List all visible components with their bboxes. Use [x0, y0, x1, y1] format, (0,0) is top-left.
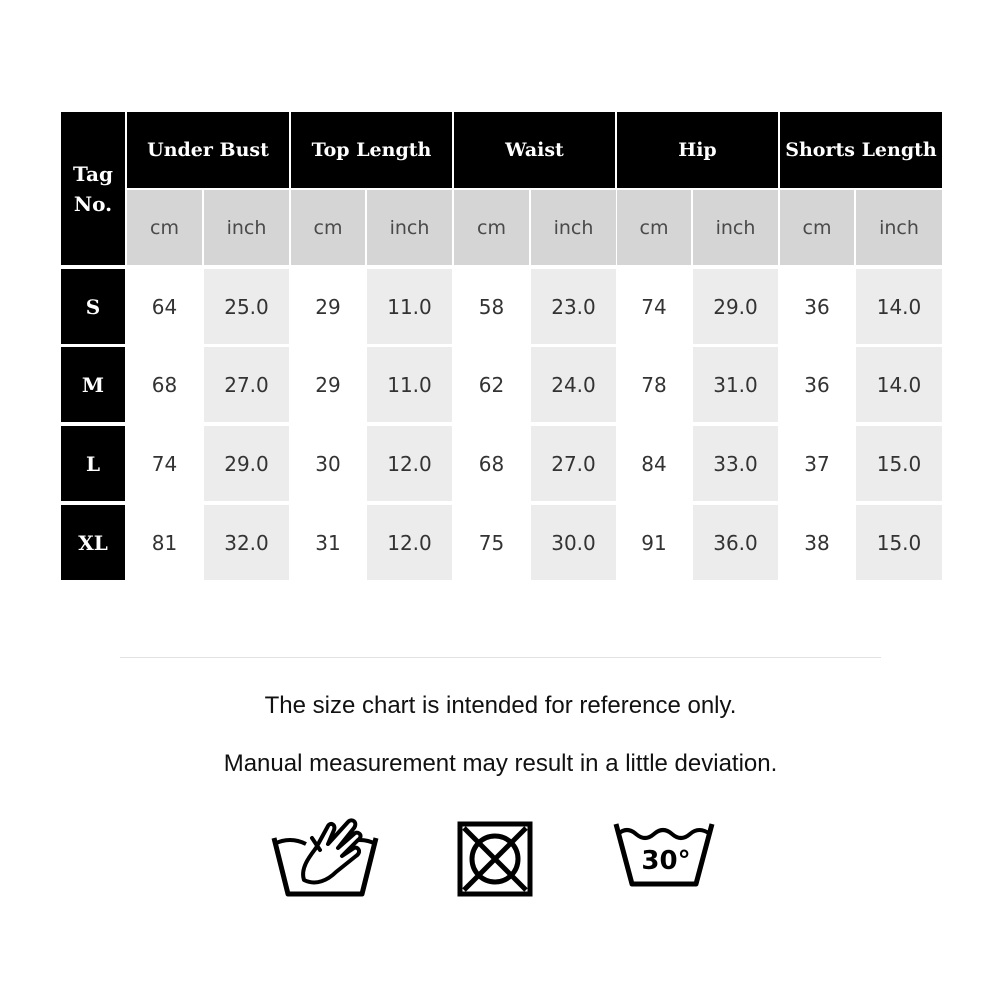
table-cell: 29	[315, 294, 341, 319]
column-group-header: Top Length	[291, 112, 452, 188]
table-cell: 15.0	[856, 505, 942, 580]
machine-wash-30-icon	[612, 818, 716, 892]
table-cell: 23.0	[531, 269, 616, 344]
table-cell: 31	[315, 530, 341, 555]
size-tag: L	[61, 426, 125, 501]
table-cell: 74	[641, 294, 667, 319]
unit-header: cm	[291, 190, 365, 265]
table-cell: 36	[804, 372, 830, 397]
size-tag: S	[61, 269, 125, 344]
table-cell: 25.0	[204, 269, 289, 344]
wash-temperature-label: 30°	[641, 846, 691, 876]
table-cell: 30	[315, 451, 341, 476]
table-cell: 14.0	[856, 347, 942, 422]
tag-header: Tag No.	[61, 112, 125, 265]
column-group-header: Under Bust	[127, 112, 289, 188]
table-cell: 32.0	[204, 505, 289, 580]
table-cell: 15.0	[856, 426, 942, 501]
table-cell: 27.0	[531, 426, 616, 501]
hand-wash-icon	[270, 808, 380, 900]
table-cell: 37	[804, 451, 830, 476]
table-cell: 29	[315, 372, 341, 397]
table-cell: 36.0	[693, 505, 778, 580]
table-cell: 33.0	[693, 426, 778, 501]
table-cell: 68	[478, 451, 505, 476]
unit-header: cm	[780, 190, 854, 265]
column-group-header: Waist	[454, 112, 615, 188]
unit-header: inch	[204, 190, 289, 265]
unit-header: cm	[454, 190, 529, 265]
table-cell: 29.0	[693, 269, 778, 344]
size-tag: XL	[61, 505, 125, 580]
table-cell: 11.0	[367, 347, 452, 422]
unit-header: cm	[617, 190, 691, 265]
size-tag: M	[61, 347, 125, 422]
table-cell: 62	[478, 372, 505, 397]
unit-header: inch	[856, 190, 942, 265]
table-cell: 75	[478, 530, 505, 555]
unit-header: inch	[693, 190, 778, 265]
column-group-header: Shorts Length	[780, 112, 942, 188]
table-cell: 68	[151, 372, 178, 397]
table-cell: 74	[151, 451, 178, 476]
reference-note: The size chart is intended for reference only.	[264, 692, 737, 719]
table-cell: 58	[478, 294, 505, 319]
table-cell: 24.0	[531, 347, 616, 422]
table-cell: 78	[641, 372, 667, 397]
table-cell: 91	[641, 530, 667, 555]
table-cell: 11.0	[367, 269, 452, 344]
table-cell: 84	[641, 451, 667, 476]
table-cell: 14.0	[856, 269, 942, 344]
table-cell: 12.0	[367, 426, 452, 501]
unit-header: inch	[367, 190, 452, 265]
table-cell: 64	[151, 294, 178, 319]
table-cell: 27.0	[204, 347, 289, 422]
deviation-note: Manual measurement may result in a little deviation.	[223, 750, 778, 777]
table-cell: 29.0	[204, 426, 289, 501]
table-cell: 81	[151, 530, 178, 555]
column-group-header: Hip	[617, 112, 778, 188]
unit-header: cm	[127, 190, 202, 265]
unit-header: inch	[531, 190, 616, 265]
table-cell: 36	[804, 294, 830, 319]
table-cell: 31.0	[693, 347, 778, 422]
table-cell: 12.0	[367, 505, 452, 580]
do-not-tumble-dry-icon	[456, 820, 534, 898]
divider	[120, 657, 881, 658]
table-cell: 30.0	[531, 505, 616, 580]
table-cell: 38	[804, 530, 830, 555]
